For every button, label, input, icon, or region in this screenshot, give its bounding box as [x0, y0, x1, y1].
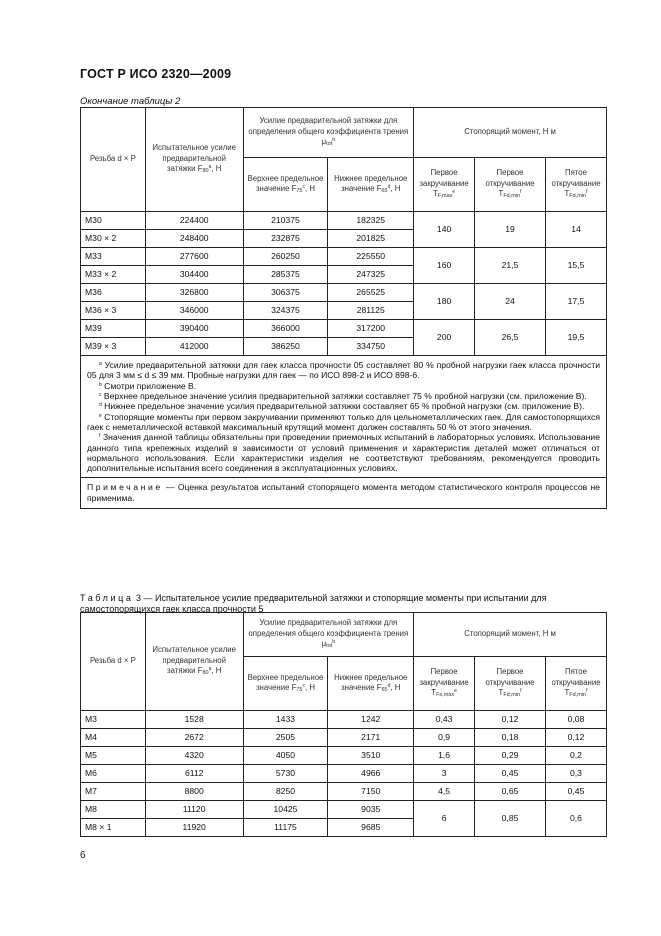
proof-load-cell: 224400: [145, 212, 243, 230]
thread-cell: M30 × 2: [81, 230, 146, 248]
proof-load-cell: 1528: [145, 711, 243, 729]
thread-cell: M3: [81, 711, 146, 729]
footnote-mark: f: [99, 433, 101, 440]
thread-cell: M33 × 2: [81, 266, 146, 284]
proof-load-cell: 304400: [145, 266, 243, 284]
lower-cell: 1242: [328, 711, 414, 729]
table-row: [81, 212, 607, 230]
table-row: [81, 711, 607, 729]
thread-cell: M30: [81, 212, 146, 230]
col-torque-header: Стопорящий момент, Н м: [414, 108, 607, 158]
first-off-cell: 0,45: [475, 765, 546, 783]
upper-cell: 10425: [243, 801, 328, 819]
footnote-mark: e: [99, 412, 102, 419]
proof-load-cell: 346000: [145, 302, 243, 320]
upper-cell: 4050: [243, 747, 328, 765]
thread-cell: M5: [81, 747, 146, 765]
col-preload-header: Усилие предварительной затяжки для определения общего коэффициента трения μtot$^b$: [243, 108, 414, 158]
first-on-cell: 6: [414, 801, 475, 837]
footnote: [87, 401, 600, 411]
upper-cell: 11175: [243, 819, 328, 837]
proof-load-cell: 248400: [145, 230, 243, 248]
footnote-mark: c: [99, 391, 102, 398]
note-label: Примечание: [87, 482, 163, 493]
fifth-off-cell: 17,5: [545, 284, 606, 320]
lower-cell: 247325: [328, 266, 414, 284]
upper-cell: 285375: [243, 266, 328, 284]
first-on-cell: 140: [414, 212, 475, 248]
first-on-cell: 4,5: [414, 783, 475, 801]
table-row: [81, 284, 607, 302]
fifth-off-cell: 0,08: [545, 711, 606, 729]
footnote-text: Смотри приложение В.: [101, 380, 197, 391]
upper-cell: 324375: [243, 302, 328, 320]
col-first-on-header: Первое закручивание $TFs,\max^e$: [414, 657, 475, 711]
first-on-cell: 0,9: [414, 729, 475, 747]
table2-footnotes: [81, 356, 607, 478]
thread-cell: M39: [81, 320, 146, 338]
col-proof-load-header: Испытательное усилие предварительной затяжки F80$^a$, Н: [145, 108, 243, 212]
table-row: [81, 801, 607, 819]
proof-load-cell: 277600: [145, 248, 243, 266]
footnote-text: Стопорящие моменты при первом закручивании применяют только для цельнометаллических гаек. Для самостопорящихся гаек с неметаллической вставкой максимальный крутящий момент должен составлять 50 % от этого значения.: [87, 411, 600, 432]
lower-cell: 201825: [328, 230, 414, 248]
first-off-cell: 0,65: [475, 783, 546, 801]
fifth-off-cell: 15,5: [545, 248, 606, 284]
fifth-off-cell: 0,2: [545, 747, 606, 765]
lower-cell: 2171: [328, 729, 414, 747]
upper-cell: 386250: [243, 338, 328, 356]
footnote-mark: d: [99, 402, 102, 409]
col-upper-header: Верхнее предельное значение F75$^c$, Н: [243, 657, 328, 711]
table2-caption: Окончание таблицы 2: [80, 96, 181, 107]
lower-cell: 334750: [328, 338, 414, 356]
proof-load-cell: 11920: [145, 819, 243, 837]
footnote: [87, 432, 600, 473]
col-upper-header: Верхнее предельное значение F75$^c$, Н: [243, 158, 328, 212]
first-on-cell: 180: [414, 284, 475, 320]
document-header: ГОСТ Р ИСО 2320—2009: [80, 67, 232, 81]
thread-cell: M36: [81, 284, 146, 302]
footnote: [87, 391, 600, 401]
col-first-on-header: Первое закручивание $TF,\max^e$: [414, 158, 475, 212]
col-lower-header: Нижнее предельное значение F65$^d$, Н: [328, 657, 414, 711]
thread-cell: M39 × 3: [81, 338, 146, 356]
proof-load-cell: 6112: [145, 765, 243, 783]
upper-cell: 1433: [243, 711, 328, 729]
proof-load-cell: 4320: [145, 747, 243, 765]
proof-load-cell: 2672: [145, 729, 243, 747]
fifth-off-cell: 0,45: [545, 783, 606, 801]
table-2: [80, 107, 607, 509]
first-off-cell: 0,12: [475, 711, 546, 729]
first-on-cell: 0,43: [414, 711, 475, 729]
thread-cell: M36 × 3: [81, 302, 146, 320]
col-first-off-header: Первое откручивание $TFd,\min^f$: [475, 158, 546, 212]
proof-load-cell: 390400: [145, 320, 243, 338]
lower-cell: 317200: [328, 320, 414, 338]
thread-cell: M33: [81, 248, 146, 266]
upper-cell: 232875: [243, 230, 328, 248]
footnote-mark: a: [99, 361, 102, 367]
footnote-text: Верхнее предельное значение усилия предварительной затяжки составляет 75 % пробной нагрузки (см. приложение В).: [101, 390, 587, 401]
table3-caption-label: Таблица: [80, 593, 134, 603]
upper-cell: 260250: [243, 248, 328, 266]
footnote: [87, 360, 600, 381]
col-first-off-header: Первое откручивание $TFd,\min^f$: [475, 657, 546, 711]
col-proof-load-header: Испытательное усилие предварительной затяжки F80$^a$, Н: [145, 613, 243, 711]
first-off-cell: 19: [475, 212, 546, 248]
fifth-off-cell: 0,3: [545, 765, 606, 783]
first-off-cell: 24: [475, 284, 546, 320]
first-on-cell: 1,6: [414, 747, 475, 765]
lower-cell: 225550: [328, 248, 414, 266]
thread-cell: M8 × 1: [81, 819, 146, 837]
table-row: [81, 320, 607, 338]
table-row: [81, 747, 607, 765]
col-fifth-off-header: Пятое откручивание $TFd,\min^f$: [545, 657, 606, 711]
col-lower-header: Нижнее предельное значение F65$^d$, Н: [328, 158, 414, 212]
fifth-off-cell: 19,5: [545, 320, 606, 356]
lower-cell: 9685: [328, 819, 414, 837]
col-thread-header: Резьба d × P: [81, 613, 146, 711]
col-thread-header: Резьба d × P: [81, 108, 146, 212]
upper-cell: 210375: [243, 212, 328, 230]
proof-load-cell: 412000: [145, 338, 243, 356]
col-fifth-off-header: Пятое откручивание $TFd,\min^f$: [545, 158, 606, 212]
upper-cell: 306375: [243, 284, 328, 302]
proof-load-cell: 326800: [145, 284, 243, 302]
table-row: [81, 248, 607, 266]
lower-cell: 7150: [328, 783, 414, 801]
fifth-off-cell: 0,6: [545, 801, 606, 837]
table-row: [81, 783, 607, 801]
table-3: [80, 612, 607, 837]
footnote: [87, 381, 600, 391]
col-torque-header: Стопорящий момент, Н м: [414, 613, 607, 657]
upper-cell: 366000: [243, 320, 328, 338]
first-off-cell: 26,5: [475, 320, 546, 356]
proof-load-cell: 11120: [145, 801, 243, 819]
thread-cell: M8: [81, 801, 146, 819]
fifth-off-cell: 14: [545, 212, 606, 248]
footnote-text: Усилие предварительной затяжки для гаек класса прочности 05 составляет 80 % пробной нагрузки гаек класса прочности 05 для 3 мм ≤ d ≤ 39 мм. Пробные нагрузки для гаек — по ИСО 898-2 и ИСО 898-6.: [87, 360, 600, 381]
first-off-cell: 0,18: [475, 729, 546, 747]
upper-cell: 8250: [243, 783, 328, 801]
lower-cell: 9035: [328, 801, 414, 819]
lower-cell: 265525: [328, 284, 414, 302]
lower-cell: 3510: [328, 747, 414, 765]
table-row: [81, 765, 607, 783]
lower-cell: 281125: [328, 302, 414, 320]
fifth-off-cell: 0,12: [545, 729, 606, 747]
proof-load-cell: 8800: [145, 783, 243, 801]
table-row: [81, 729, 607, 747]
thread-cell: M6: [81, 765, 146, 783]
thread-cell: M4: [81, 729, 146, 747]
table2-note: [81, 478, 607, 509]
upper-cell: 2505: [243, 729, 328, 747]
table3-caption-text: 3 — Испытательное усилие предварительной затяжки и стопорящие моменты при испытании для самостопорящихся гаек класса прочности 5: [80, 593, 547, 615]
col-preload-header: Усилие предварительной затяжки для определения общего коэффициента трения μtot$^b$: [243, 613, 414, 657]
thread-cell: M7: [81, 783, 146, 801]
footnote-mark: b: [99, 381, 102, 388]
first-off-cell: 0,85: [475, 801, 546, 837]
footnote-text: Нижнее предельное значение усилия предварительной затяжки составляет 65 % пробной нагрузки (см. приложение В).: [101, 401, 585, 412]
upper-cell: 5730: [243, 765, 328, 783]
first-on-cell: 160: [414, 248, 475, 284]
first-off-cell: 21,5: [475, 248, 546, 284]
lower-cell: 4966: [328, 765, 414, 783]
footnote-text: Значения данной таблицы обязательны при проведении приемочных испытаний в лабораторных условиях. Использование данного типа крепежных изделий в зависимости от условий применения и характеристик деталей может отличаться от нормального использования. Если характеристики изделия не соответствуют требованиям, рекомендуется проводить дополнительные испытания всего соединения в эксплуатационных условиях.: [87, 432, 600, 474]
footnote: [87, 412, 600, 433]
first-on-cell: 3: [414, 765, 475, 783]
page-number: 6: [80, 850, 86, 861]
note-text: — Оценка результатов испытаний стопорящего момента методом статистического контроля процессов не применима.: [87, 482, 600, 503]
first-off-cell: 0,29: [475, 747, 546, 765]
first-on-cell: 200: [414, 320, 475, 356]
lower-cell: 182325: [328, 212, 414, 230]
